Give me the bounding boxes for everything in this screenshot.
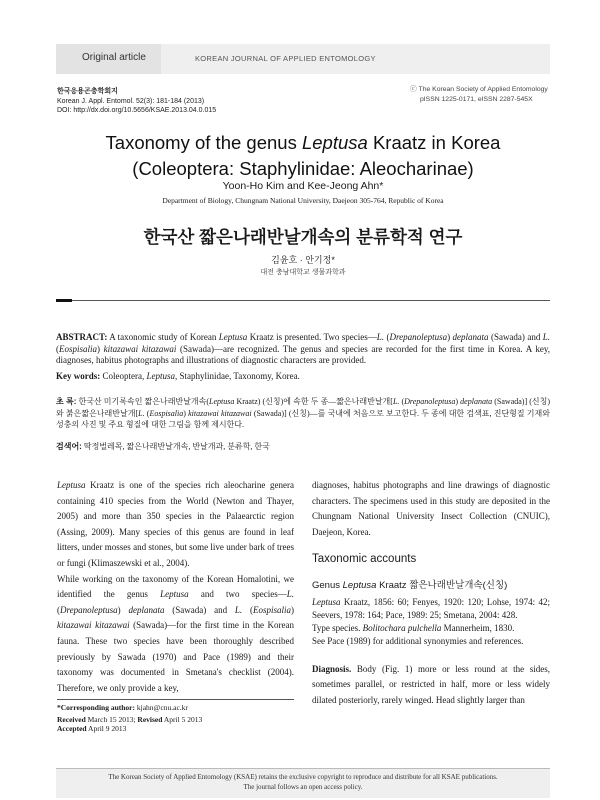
paragraph: diagnoses, habitus photographs and line drawings of diagnostic characters. The specimens used in this study are deposited in the Chungnam National University Insect Collection (CNUIC), Daejeon, Korea. (312, 480, 550, 537)
rights-block (410, 85, 550, 104)
synonymy: Leptusa Kraatz, 1856: 60; Fenyes, 1920: 120; Lohse, 1974: 42; Seevers, 1978: 164; Pace, 1989: 25; Smetana, 2004: 428. (312, 596, 550, 620)
journal-name-ko: 한국응용곤충학회지 (57, 88, 118, 95)
genus-heading: Genus Leptusa Kraatz 짧은나래반날개속(신칭) (312, 579, 508, 591)
paragraph: While working on the taxonomy of the Korean Homalotini, we identified the genus Leptusa and two species—L. (Drepanoleptusa) deplanata (Sawada) and L. (Eospisalia) kitazawai kitazawai (Sawada)—for the first time in the Korean fauna. These two species have been thoroughly described previously by Sawada (1970) and Pace (1989) and their taxonomy was documented in Smetana's checklist (2004). Therefore, we only provide a key, (57, 573, 294, 693)
footnote-divider (57, 699, 294, 700)
doi: DOI: http://dx.doi.org/10.5656/KSAE.2013.04.0.015 (57, 107, 217, 114)
korean-keywords: 검색어: 딱정벌레목, 짧은나래반날개속, 반날개과, 분류학, 한국 (56, 442, 270, 451)
see-also: See Pace (1989) for additional synonymies and references. (312, 635, 524, 646)
body-right-column (312, 478, 550, 708)
journal-name-band: KOREAN JOURNAL OF APPLIED ENTOMOLOGY (195, 54, 376, 63)
citation-block (57, 87, 216, 116)
copyright-notice: The Korean Society of Applied Entomology (KSAE) retains the exclusive copyright to reproduce and distribute for all KSAE publications. The journal follows an open access policy. (56, 768, 550, 798)
korean-abstract: 초 록: 한국산 미기록속인 짧은나래반날개속(Leptusa Kraatz) (신칭)에 속한 두 종—짧은나래반날개[L. (Drepanoleptusa) deplanata (Sawada)] (신칭)와 붉은짧은나래반날개[L. (Eospisalia) kitazawai kitazawai (Sawada)] (신칭)—를 국내에 처음으로 보고한다. 두 종에 대한 검색표, 진단형질 기재와 성충의 사진 및 주요 형질에 대한 그림을 함께 제시한다. (56, 397, 550, 429)
authors: Yoon-Ho Kim and Kee-Jeong Ahn* (222, 180, 384, 192)
keywords: Key words: Coleoptera, Leptusa, Staphylinidae, Taxonomy, Korea. (56, 371, 300, 381)
korean-affiliation: 대전 충남대학교 생물과학과 (260, 269, 346, 276)
korean-authors: 김윤호 · 안기정* (271, 255, 335, 265)
paper-title: Taxonomy of the genus Leptusa Kraatz in Korea (Coleoptera: Staphylinidae: Aleocharinae) (105, 132, 501, 179)
divider-accent (56, 299, 72, 302)
type-species: Type species. Bolitochara pulchella Mannerheim, 1830. (312, 622, 515, 633)
paragraph: Leptusa Kraatz is one of the species rich aleocharine genera containing 410 species from the World (Newton and Thayer, 2005) and more than 350 species in the Palaearctic region (Assing, 2009). Many species of this genus are found in leaf litters, under mosses and stones, but some live under bark of trees or fungi (Klimaszewski et al., 2004). (57, 480, 294, 568)
issn: pISSN 1225-0171, eISSN 2287-545X (420, 95, 533, 103)
abstract: ABSTRACT: A taxonomic study of Korean Leptusa Kraatz is presented. Two species—L. (Drepanoleptusa) deplanata (Sawada) and L. (Eospisalia) kitazawai kitazawai (Sawada)—are recognized. The genus and species are recorded for the first time in Korea. A key, diagnoses, habitus photographs and illustrations of diagnostic characters are provided. (56, 332, 551, 365)
article-type: Original article (82, 52, 146, 63)
korean-title: 한국산 짧은나래반날개속의 분류학적 연구 (143, 227, 463, 247)
copyright: ⓒ The Korean Society of Applied Entomology (410, 86, 548, 93)
affiliation: Department of Biology, Chungnam National University, Daejeon 305-764, Republic of Korea (162, 196, 444, 205)
citation: Korean J. Appl. Entomol. 52(3): 181-184 (2013) (57, 97, 205, 105)
diagnosis: Diagnosis. Body (Fig. 1) more or less round at the sides, sometimes parallel, or restricted in half, more or less widely dilated posteriorly, rarely winged. Head slightly larger than (312, 663, 550, 705)
divider (56, 300, 550, 301)
footnote: *Corresponding author: kjahn@cnu.ac.kr Received March 15 2013; Revised April 5 2013 Accepted April 9 2013 (57, 703, 203, 733)
section-heading: Taxonomic accounts (312, 553, 417, 566)
body-left-column (57, 478, 294, 696)
